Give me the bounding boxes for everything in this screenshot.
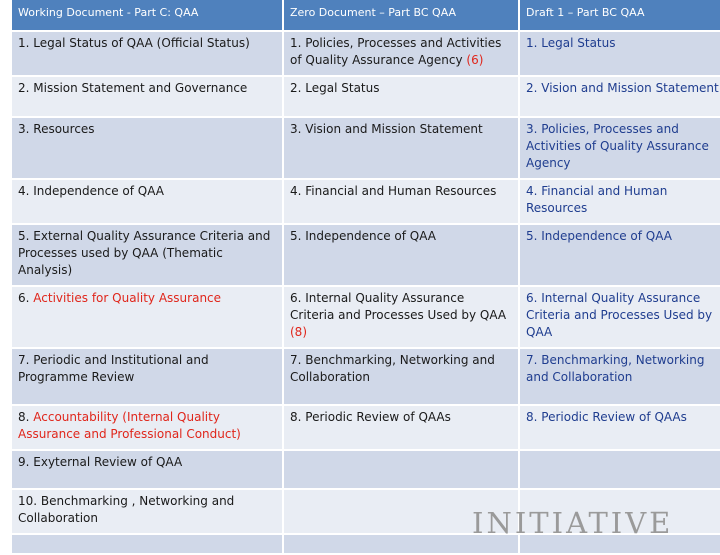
cell-zero-doc: 1. Policies, Processes and Activities of Quality Assurance Agency (6) xyxy=(283,31,519,76)
table-row xyxy=(12,405,720,450)
cell-zero-doc xyxy=(283,450,519,489)
cell-draft-1: 3. Policies, Processes and Activities of Quality Assurance Agency xyxy=(519,117,720,179)
cell-draft-1 xyxy=(519,450,720,489)
cell-zero-doc: 3. Vision and Mission Statement xyxy=(283,117,519,179)
cell-zero-doc: 6. Internal Quality Assurance Criteria and Processes Used by QAA (8) xyxy=(283,286,519,348)
highlight-note: Accountability (Internal Quality Assurance and Professional Conduct) xyxy=(18,410,241,441)
cell-working-doc: 3. Resources xyxy=(12,117,283,179)
table-row xyxy=(12,450,720,489)
table-row xyxy=(12,286,720,348)
cell-working-doc xyxy=(12,534,283,554)
cell-working-doc: 9. Exyternal Review of QAA xyxy=(12,450,283,489)
cell-working-doc: 6. Activities for Quality Assurance xyxy=(12,286,283,348)
initiative-logo-text: INITIATIVE xyxy=(472,506,674,540)
comparison-table xyxy=(12,0,720,555)
cell-working-doc: 1. Legal Status of QAA (Official Status) xyxy=(12,31,283,76)
cell-zero-doc: 2. Legal Status xyxy=(283,76,519,117)
cell-draft-1: 2. Vision and Mission Statement xyxy=(519,76,720,117)
table-row xyxy=(12,179,720,224)
table-row xyxy=(12,31,720,76)
cell-draft-1: 5. Independence of QAA xyxy=(519,224,720,286)
table-row xyxy=(12,76,720,117)
table-row xyxy=(12,117,720,179)
table-row xyxy=(12,224,720,286)
cell-working-doc: 5. External Quality Assurance Criteria and Processes used by QAA (Thematic Analysis) xyxy=(12,224,283,286)
column-header-draft-1: Draft 1 – Part BC QAA xyxy=(519,0,720,31)
cell-zero-doc: 7. Benchmarking, Networking and Collaboration xyxy=(283,348,519,405)
cell-working-doc: 8. Accountability (Internal Quality Assurance and Professional Conduct) xyxy=(12,405,283,450)
table-row xyxy=(12,348,720,405)
cell-working-doc: 4. Independence of QAA xyxy=(12,179,283,224)
cell-zero-doc: 8. Periodic Review of QAAs xyxy=(283,405,519,450)
cell-zero-doc: 4. Financial and Human Resources xyxy=(283,179,519,224)
highlight-note: Activities for Quality Assurance xyxy=(33,291,222,305)
cell-working-doc: 2. Mission Statement and Governance xyxy=(12,76,283,117)
cell-zero-doc: 5. Independence of QAA xyxy=(283,224,519,286)
cell-working-doc: 10. Benchmarking , Networking and Collaboration xyxy=(12,489,283,534)
column-header-zero-document: Zero Document – Part BC QAA xyxy=(283,0,519,31)
cell-draft-1: 7. Benchmarking, Networking and Collaboration xyxy=(519,348,720,405)
cell-draft-1: 1. Legal Status xyxy=(519,31,720,76)
highlight-note: (8) xyxy=(290,325,307,339)
cell-draft-1: 6. Internal Quality Assurance Criteria and Processes Used by QAA xyxy=(519,286,720,348)
table-header-row xyxy=(12,0,720,31)
cell-working-doc: 7. Periodic and Institutional and Programme Review xyxy=(12,348,283,405)
column-header-working-document: Working Document - Part C: QAA xyxy=(12,0,283,31)
cell-draft-1: 4. Financial and Human Resources xyxy=(519,179,720,224)
cell-draft-1: 8. Periodic Review of QAAs xyxy=(519,405,720,450)
highlight-note: (6) xyxy=(466,53,484,67)
